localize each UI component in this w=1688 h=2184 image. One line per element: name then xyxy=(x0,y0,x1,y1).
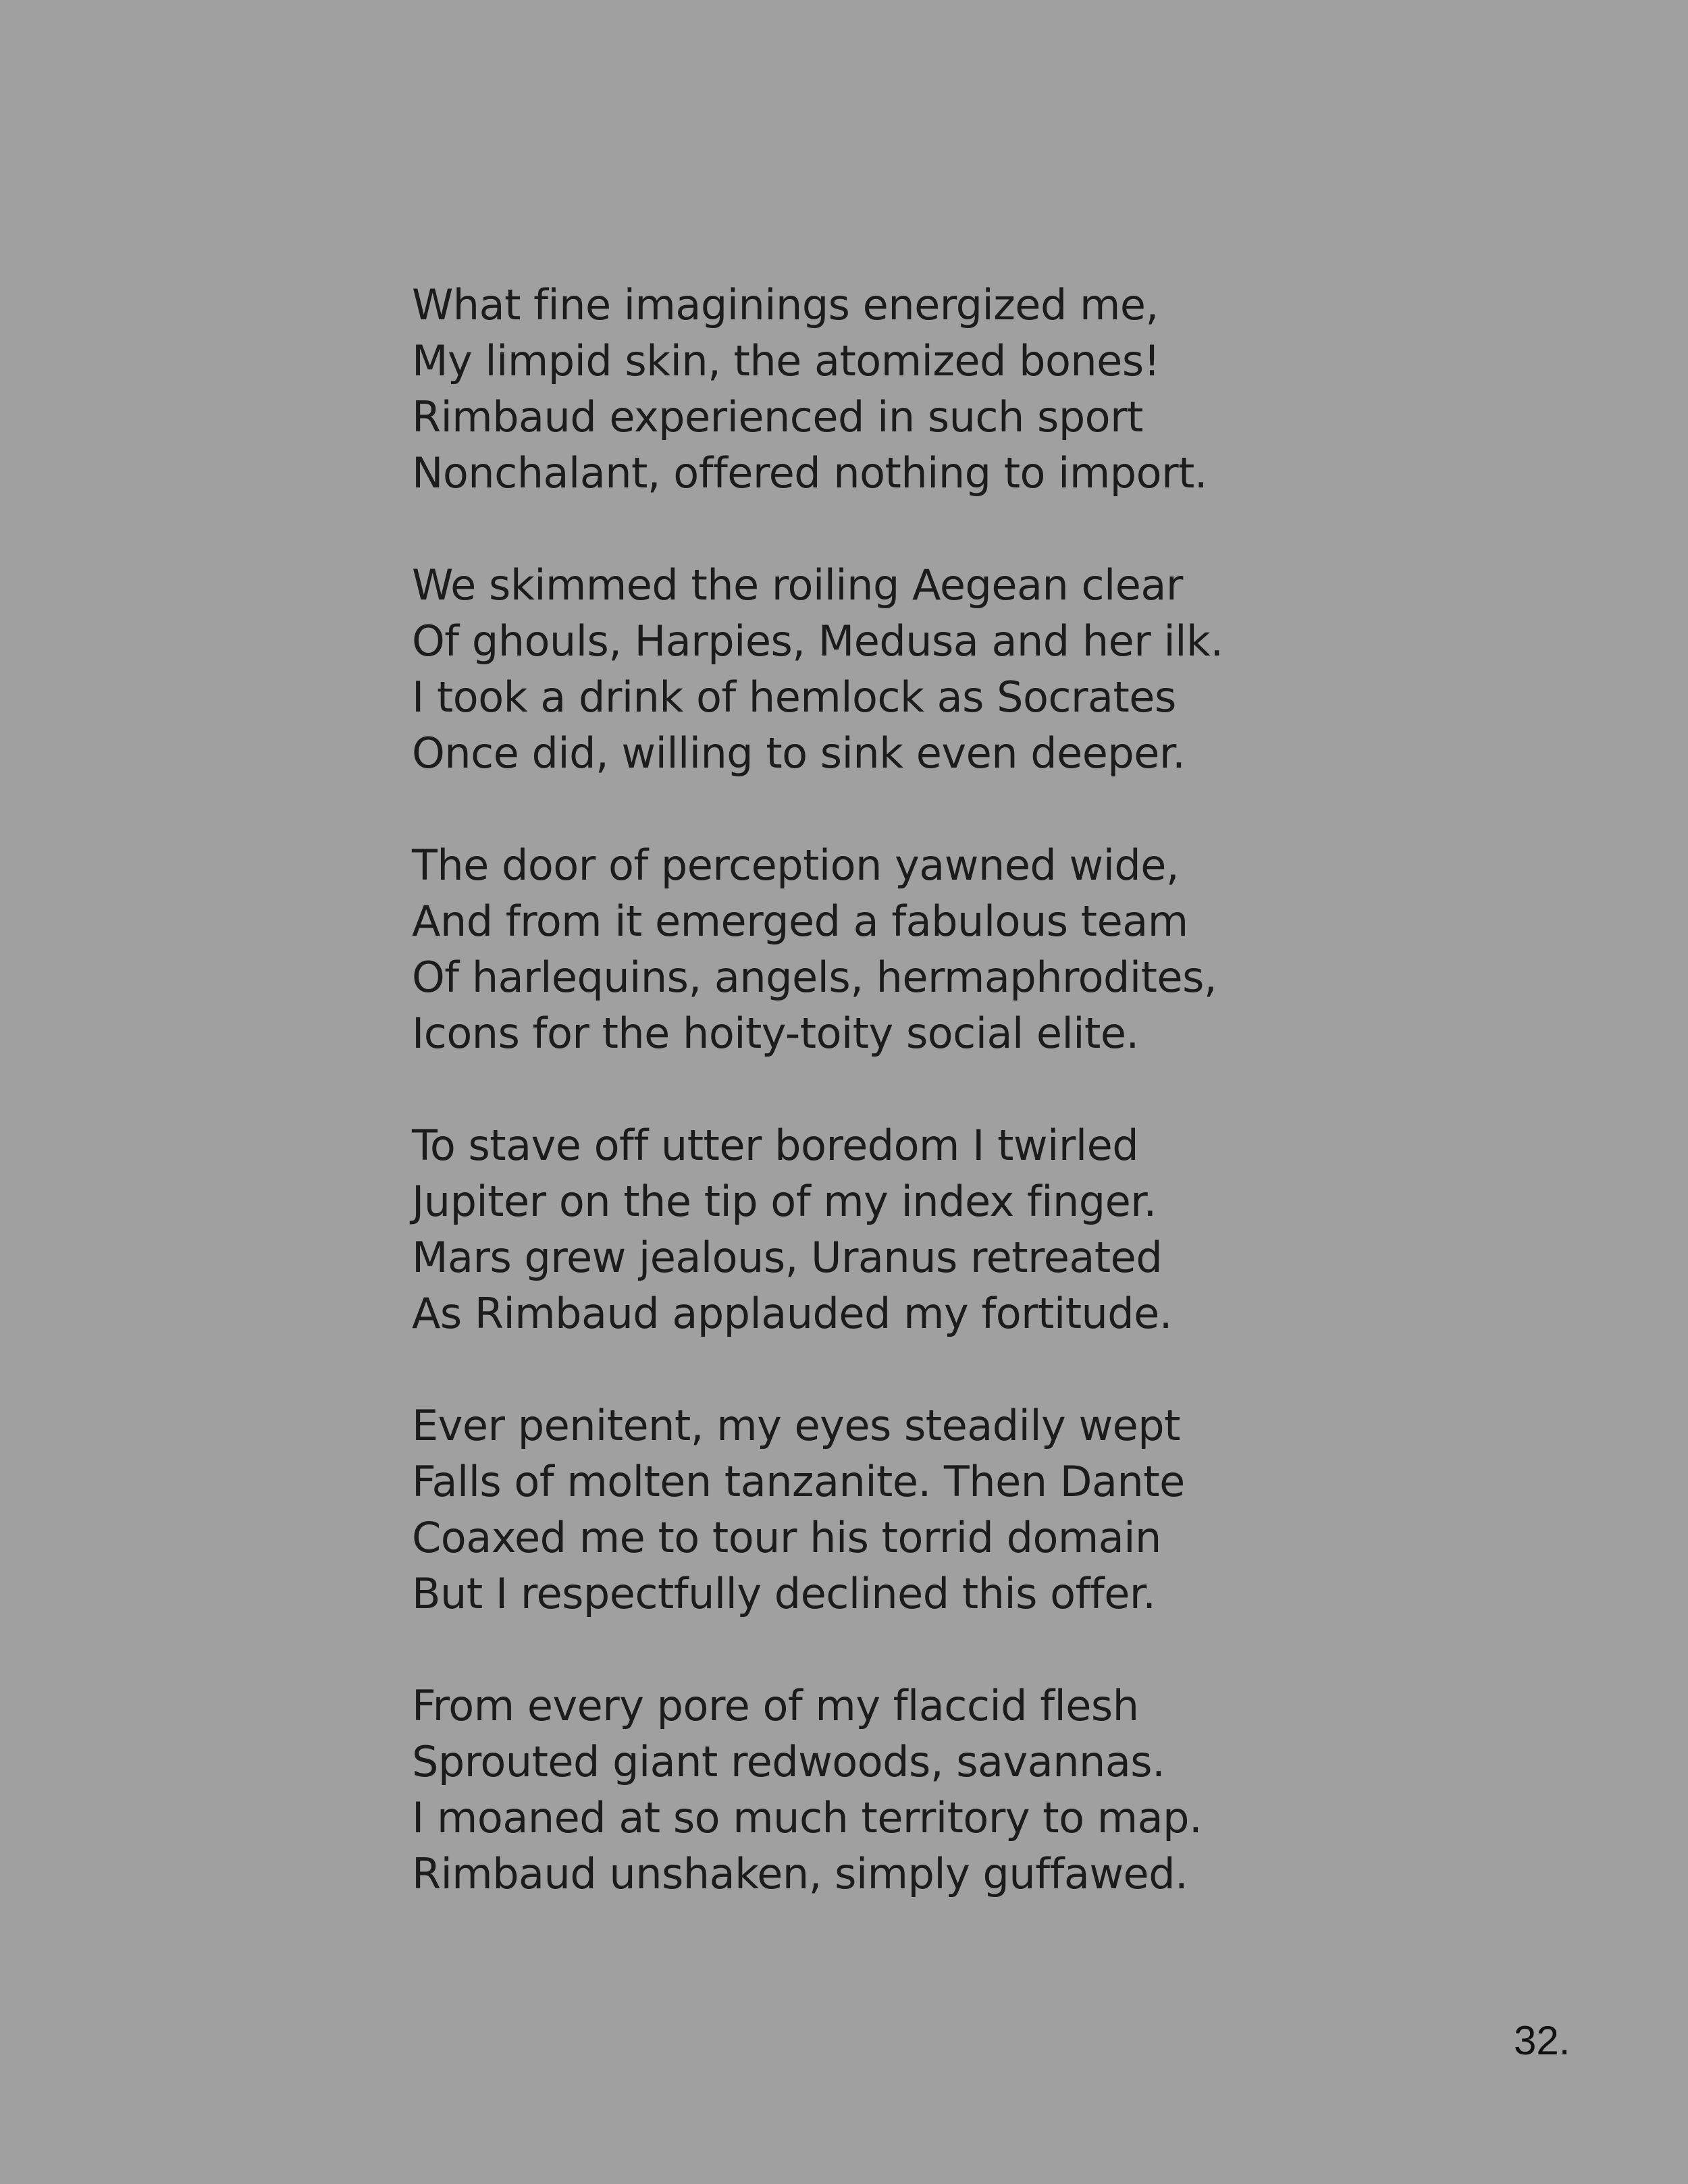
poem-line: From every pore of my flaccid flesh xyxy=(412,1681,1139,1730)
poem-line: Nonchalant, offered nothing to import. xyxy=(412,448,1208,498)
poem-line: We skimmed the roiling Aegean clear xyxy=(412,560,1183,610)
poem-line: Sprouted giant redwoods, savannas. xyxy=(412,1737,1165,1786)
poem-line: As Rimbaud applauded my fortitude. xyxy=(412,1289,1173,1338)
stanza-4 xyxy=(412,1117,1560,1341)
stanza-5 xyxy=(412,1397,1560,1622)
poem-line: Rimbaud experienced in such sport xyxy=(412,392,1143,442)
stanza-3 xyxy=(412,837,1560,1061)
stanza-6 xyxy=(412,1678,1560,1902)
poem-line: Falls of molten tanzanite. Then Dante xyxy=(412,1457,1185,1506)
poem-line: To stave off utter boredom I twirled xyxy=(412,1121,1139,1170)
poem-line: But I respectfully declined this offer. xyxy=(412,1569,1156,1618)
poem-line: My limpid skin, the atomized bones! xyxy=(412,336,1160,385)
poem-line: Rimbaud unshaken, simply guffawed. xyxy=(412,1849,1188,1898)
poem-line: Mars grew jealous, Uranus retreated xyxy=(412,1233,1163,1282)
stanza-2 xyxy=(412,557,1560,781)
poem-line: Of harlequins, angels, hermaphrodites, xyxy=(412,953,1217,1002)
poem-line: Once did, willing to sink even deeper. xyxy=(412,728,1186,778)
poem-line: What fine imaginings energized me, xyxy=(412,280,1159,329)
poem-line: I took a drink of hemlock as Socrates xyxy=(412,672,1176,722)
poem-line: The door of perception yawned wide, xyxy=(412,841,1180,890)
stanza-1 xyxy=(412,277,1560,501)
poem-line: Icons for the hoity-toity social elite. xyxy=(412,1009,1139,1058)
poem-line: And from it emerged a fabulous team xyxy=(412,897,1188,946)
poem-line: Of ghouls, Harpies, Medusa and her ilk. xyxy=(412,616,1223,666)
poem-body xyxy=(412,277,1560,1958)
poem-line: I moaned at so much territory to map. xyxy=(412,1793,1203,1842)
poem-line: Ever penitent, my eyes steadily wept xyxy=(412,1401,1180,1450)
poem-line: Jupiter on the tip of my index finger. xyxy=(412,1177,1157,1226)
poem-line: Coaxed me to tour his torrid domain xyxy=(412,1513,1161,1562)
page-number: 32. xyxy=(1514,2018,1571,2063)
